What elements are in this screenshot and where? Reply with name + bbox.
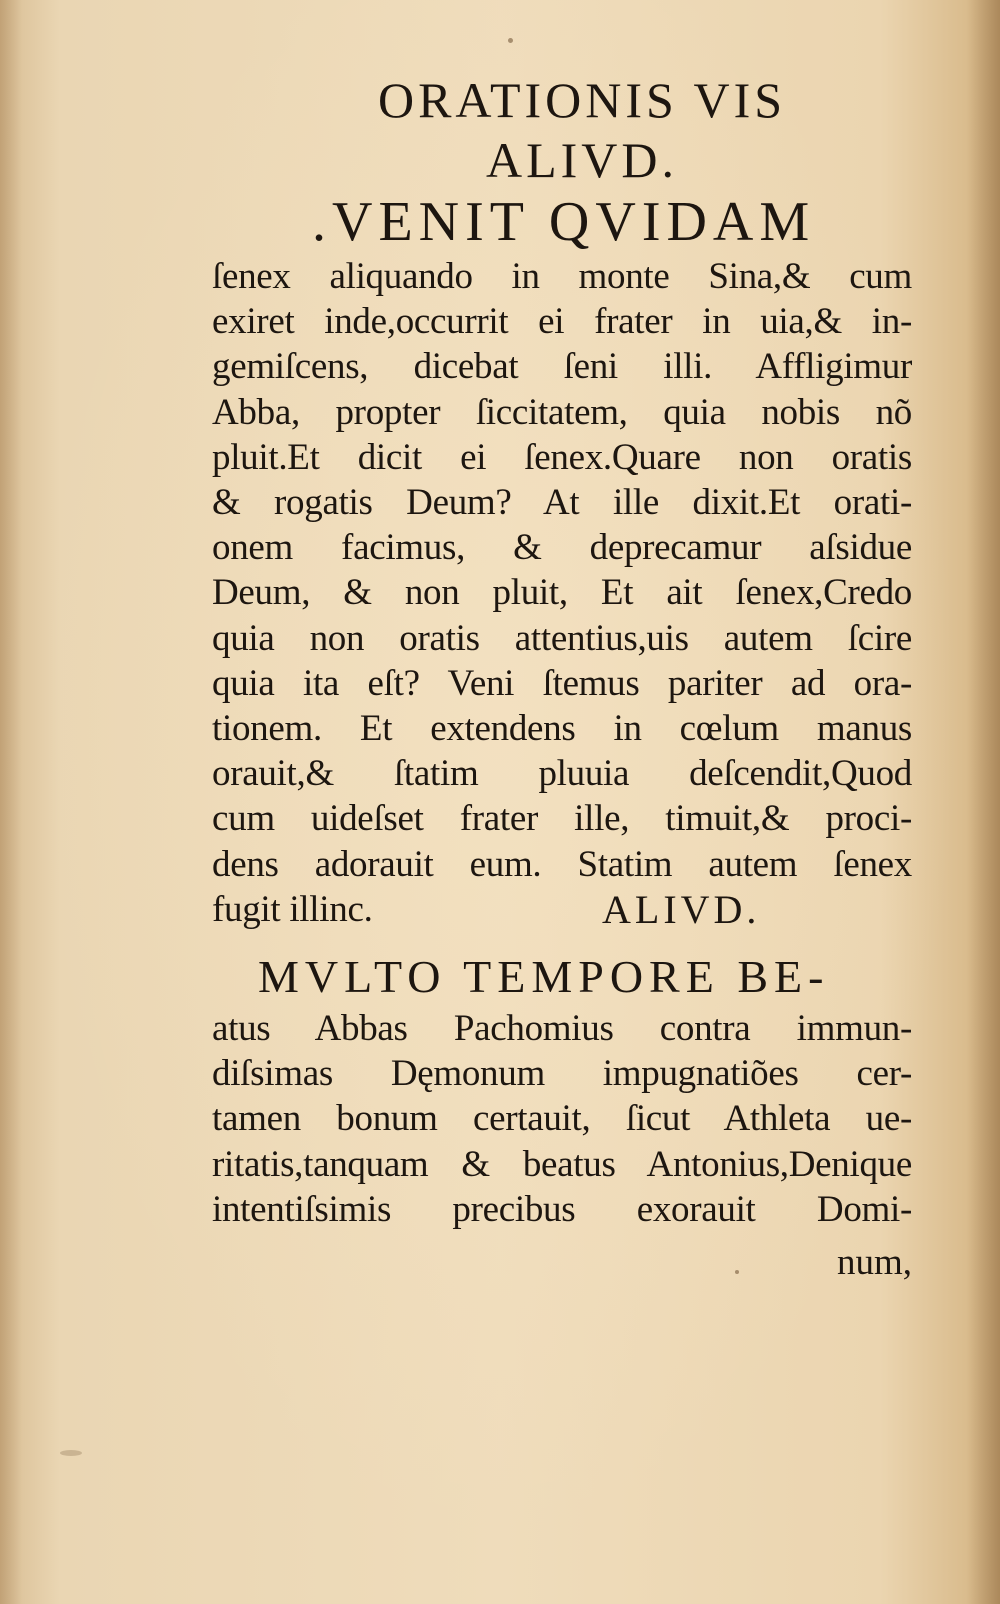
text-line: Abba, propter ſiccitatem, quia nobis nõ [212,391,912,433]
text-line: dens adorauit eum. Statim autem ſenex [212,843,912,885]
text-line: tionem. Et extendens in cœlum manus [212,708,912,750]
text-block [212,70,932,1288]
text-line: pluit.Et dicit ei ſenex.Quare non oratis [212,436,912,478]
text-line: cum uideſset frater ille, timuit,& proci- [212,798,912,840]
section-subtitle: ALIVD. [485,132,679,188]
text-line: gemiſcens, dicebat ſeni illi. Affligimur [212,346,912,388]
text-line: diſsimas Dęmonum impugnatiões cer- [212,1053,912,1095]
page-edge-shading [0,0,22,1604]
text-line: atus Abbas Pachomius contra immun- [212,1008,912,1050]
text-line: tamen bonum certauit, ſicut Athleta ue- [212,1098,912,1140]
page-title: ORATIONIS VIS [377,72,787,128]
text-line: Deum, & non pluit, Et ait ſenex,Credo [212,572,912,614]
text-line: exiret inde,occurrit ei frater in uia,& in- [212,301,912,343]
catchword: num, [836,1242,912,1284]
paper-speck [508,38,513,43]
section-2-heading: MVLTO TEMPORE BE- [258,951,830,1003]
text-line: & rogatis Deum? At ille dixit.Et orati- [212,482,912,524]
inline-section-heading: ALIVD. [602,886,761,932]
paragraph-2 [212,1006,932,1232]
spine-shadow [966,0,1000,1604]
text-line: orauit,& ſtatim pluuia deſcendit,Quod [212,753,912,795]
paper-speck [60,1450,82,1456]
text-line: onem facimus, & deprecamur aſsidue [212,527,912,569]
last-line-text: fugit illinc. [212,888,373,930]
text-line: intentiſsimis precibus exorauit Domi- [212,1188,912,1230]
text-line: quia non oratis attentius,uis autem ſcire [212,617,912,659]
text-line-last [212,887,912,932]
text-line: ritatis,tanquam & beatus Antonius,Denique [212,1143,912,1185]
paragraph-1 [212,254,932,932]
text-line: ſenex aliquando in monte Sina,& cum [212,256,912,297]
incipit-heading: .VENIT QVIDAM [312,191,816,253]
text-line: quia ita eſt? Veni ſtemus pariter ad ora- [212,662,912,704]
